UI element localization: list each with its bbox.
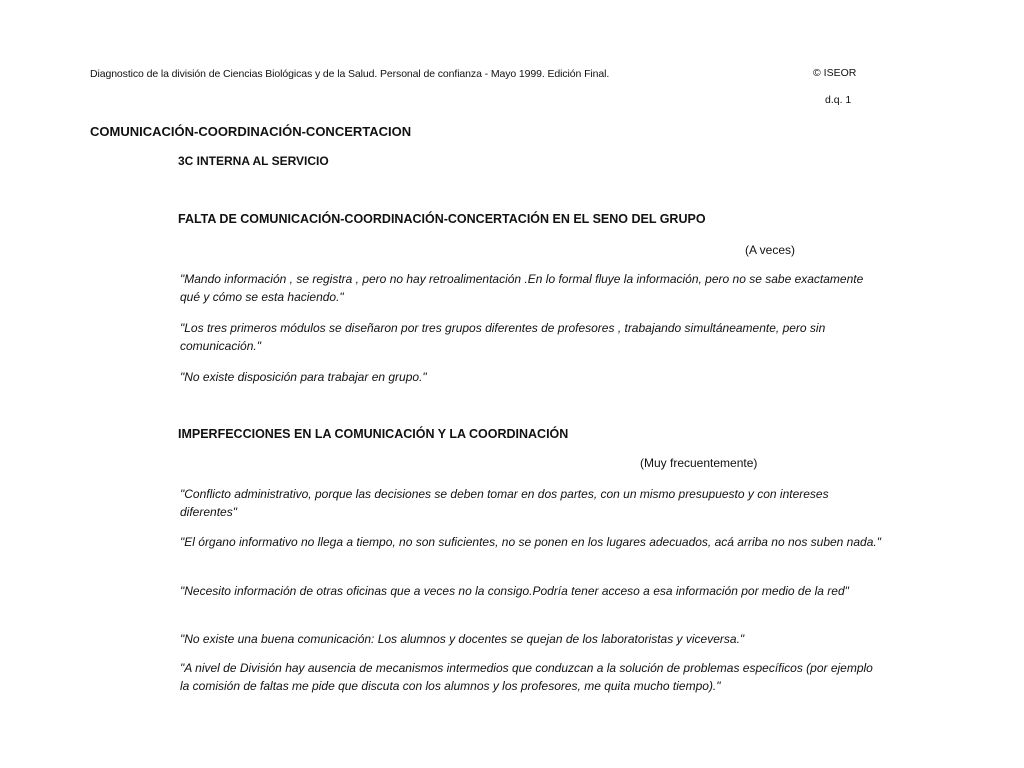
quote: "Los tres primeros módulos se diseñaron por tres grupos diferentes de profesores , trabajando simultáneamente, pero sin comunicación." xyxy=(180,321,826,353)
quote: "Mando información , se registra , pero no hay retroalimentación .En lo formal fluye la información, pero no se sabe exactamente qué y cómo se esta haciendo." xyxy=(180,272,864,304)
document-header-title: Diagnostico de la división de Ciencias Biológicas y de la Salud. Personal de confianza - Mayo 1999. Edición Final. xyxy=(90,68,610,80)
quote: "No existe una buena comunicación: Los alumnos y docentes se quejan de los laboratoristas y viceversa." xyxy=(180,632,745,646)
header-meta xyxy=(813,60,856,114)
quote: "El órgano informativo no llega a tiempo, no son suficientes, no se ponen en los lugares adecuados, acá arriba no nos suben nada." xyxy=(180,535,881,549)
document-code: d.q. 1 xyxy=(825,94,852,106)
quote: "Conflicto administrativo, porque las decisiones se deben tomar en dos partes, con un mismo presupuesto y con intereses diferentes" xyxy=(180,487,829,519)
subtitle: 3C INTERNA AL SERVICIO xyxy=(178,154,329,168)
frequency-label: (A veces) xyxy=(745,243,796,257)
section-heading: FALTA DE COMUNICACIÓN-COORDINACIÓN-CONCERTACIÓN EN EL SENO DEL GRUPO xyxy=(178,212,706,226)
main-title: COMUNICACIÓN-COORDINACIÓN-CONCERTACION xyxy=(90,124,412,139)
quote: "A nivel de División hay ausencia de mecanismos intermedios que conduzcan a la solución de problemas específicos (por ejemplo la comisión de faltas me pide que discuta con los alumnos y los profesores, me quita mucho tiempo)." xyxy=(180,661,873,693)
quote: "Necesito información de otras oficinas que a veces no la consigo.Podría tener acceso a esa información por medio de la red" xyxy=(180,584,849,598)
section-heading: IMPERFECCIONES EN LA COMUNICACIÓN Y LA COORDINACIÓN xyxy=(178,427,569,441)
frequency-label: (Muy frecuentemente) xyxy=(640,456,758,470)
copyright-label: © ISEOR xyxy=(813,67,857,79)
quote: "No existe disposición para trabajar en grupo." xyxy=(180,370,427,384)
